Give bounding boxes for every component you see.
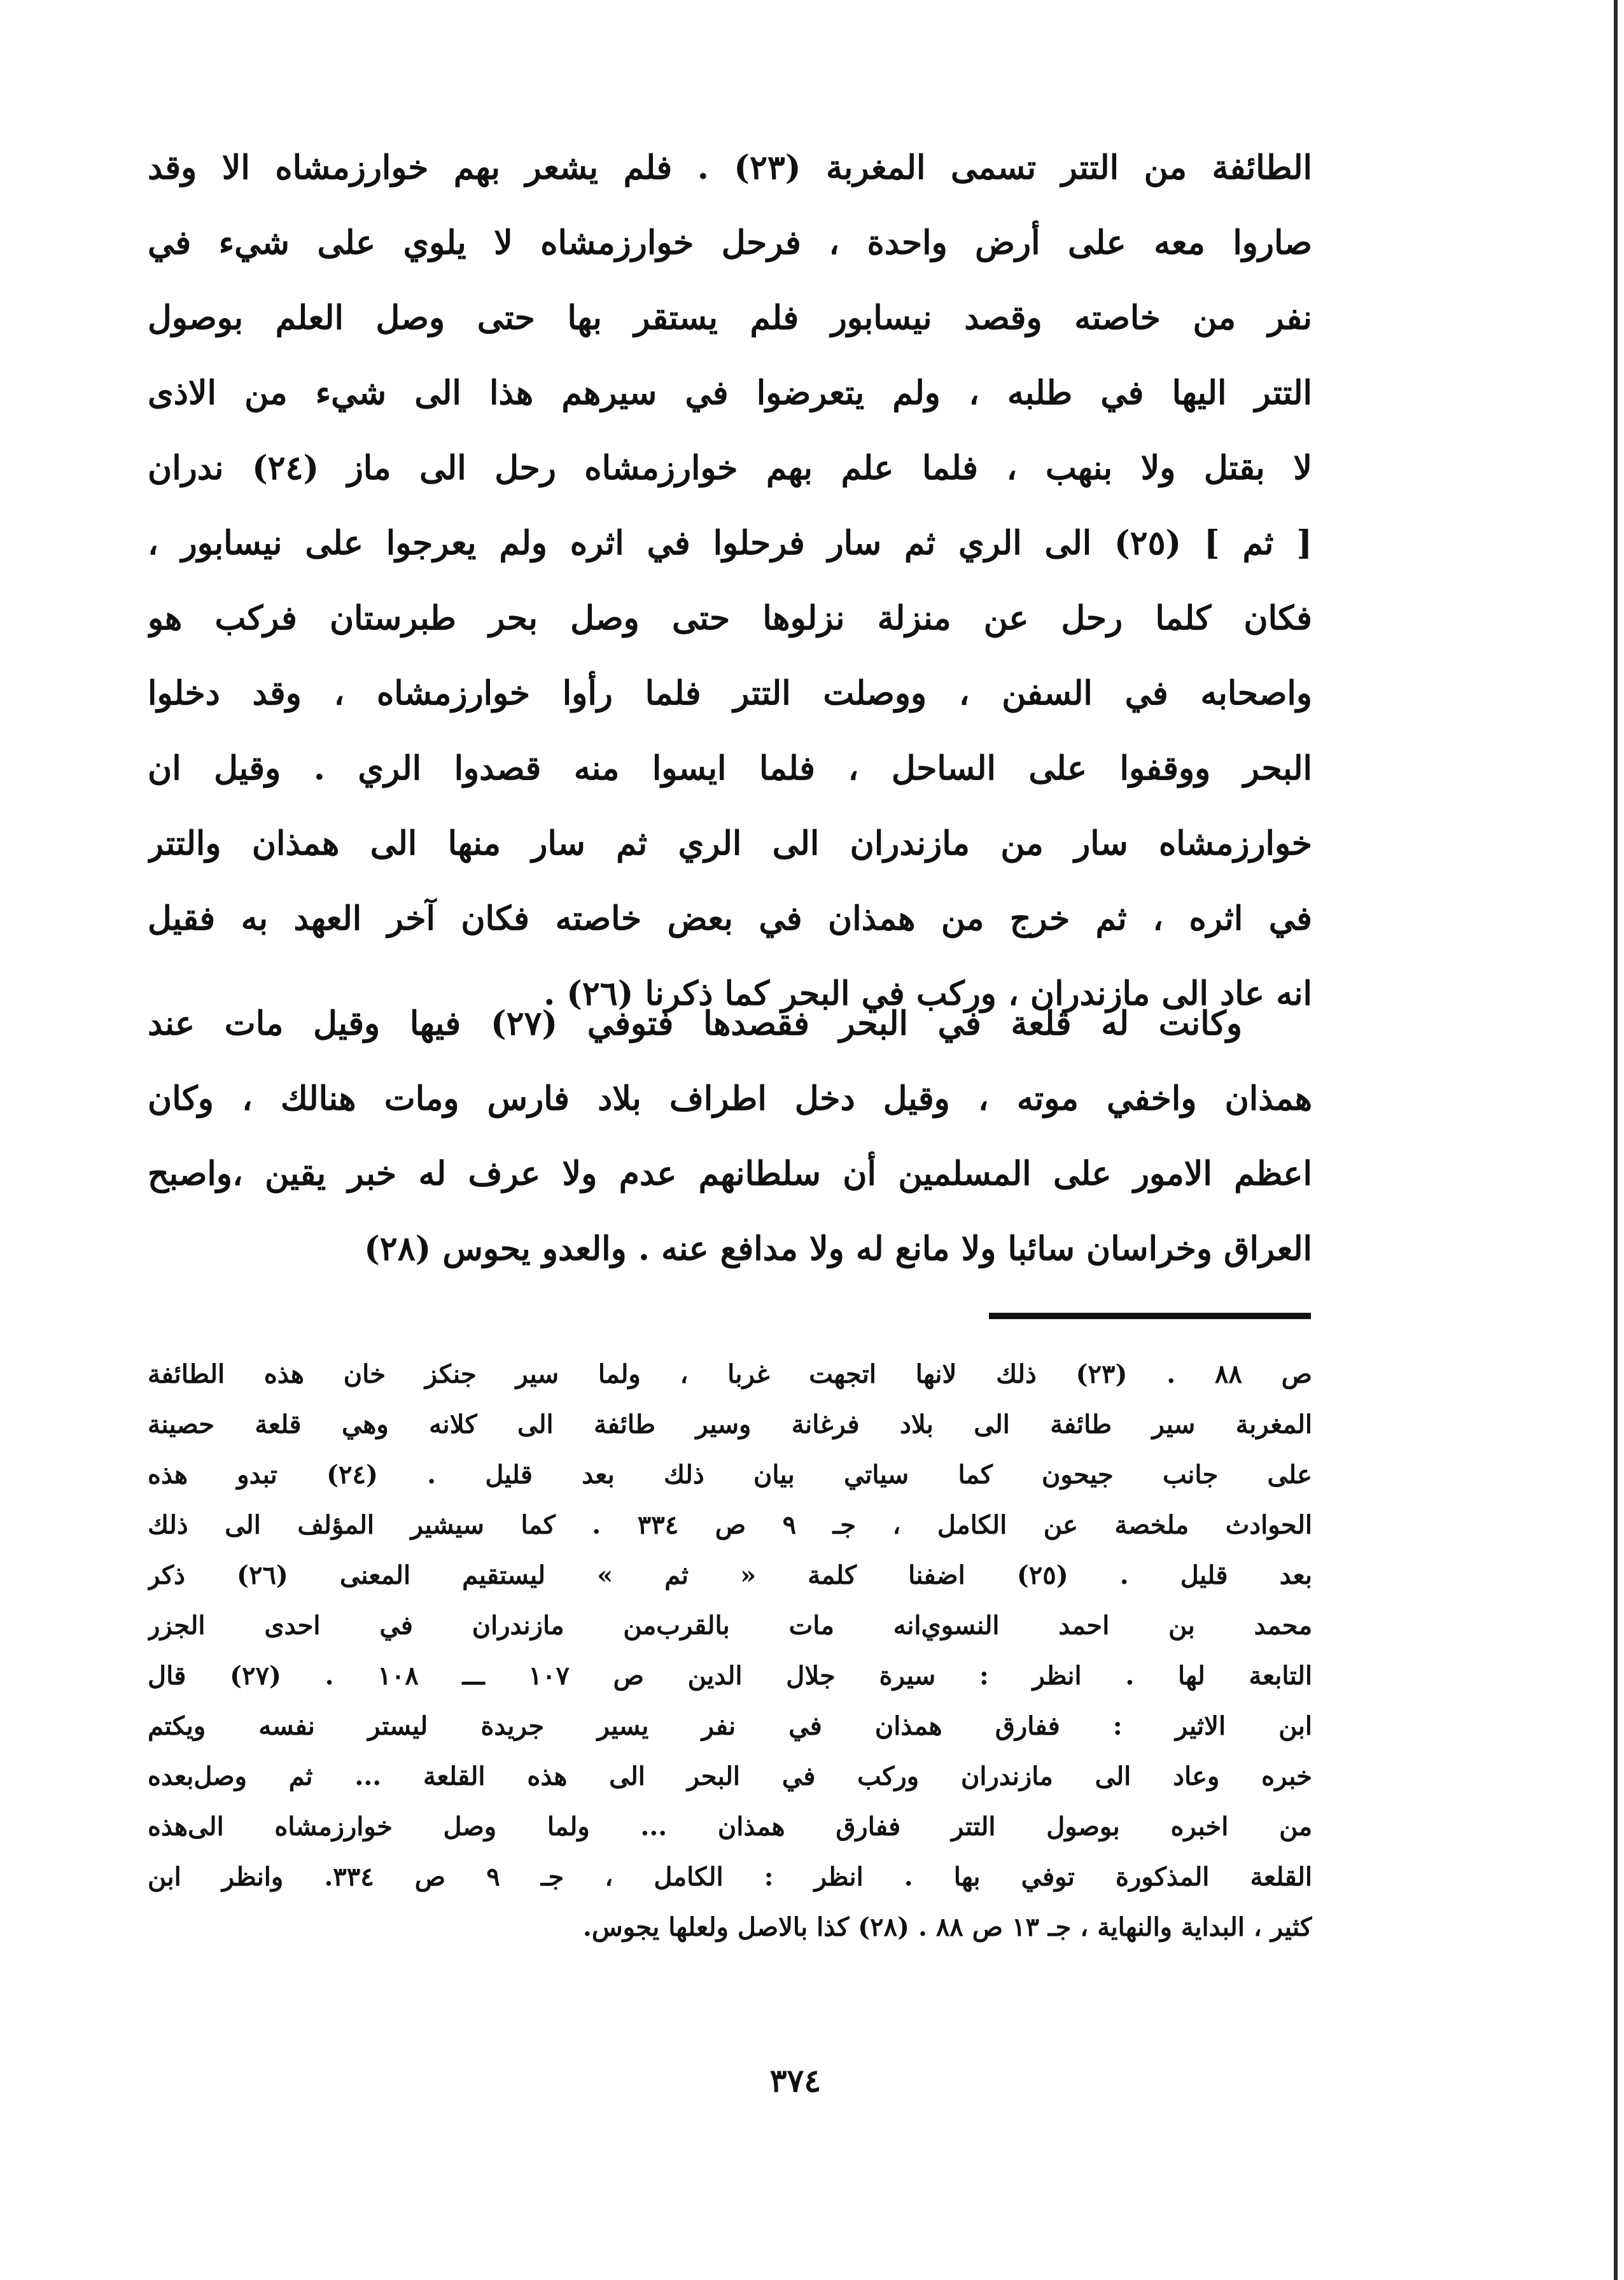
footnote-line: من اخبره بوصول التتر ففارق همذان ... ولما وصل خوارزمشاه الى‌هذه bbox=[148, 1812, 1312, 1842]
page-number: ٣٧٤ bbox=[769, 2062, 822, 2099]
footnote-separator bbox=[989, 1313, 1311, 1319]
footnotes bbox=[148, 1349, 1312, 1952]
footnote-line: بعد قليل . (٢٥) اضفنا كلمة « ثم » ليستقيم المعنى (٢٦) ذكر bbox=[148, 1560, 1312, 1590]
main-text-line: همذان واخفي موته ، وقيل دخل اطراف بلاد فارس ومات هنالك ، وكان bbox=[148, 1079, 1312, 1118]
main-text-line: وكانت له قلعة في البحر فقصدها فتوفي (٢٧) فيها وقيل مات عند bbox=[148, 1004, 1242, 1043]
main-text-line: اعظم الامور على المسلمين أن سلطانهم عدم ولا عرف له خبر يقين ،واصبح bbox=[148, 1154, 1312, 1193]
main-paragraph-1 bbox=[148, 130, 1312, 1032]
scan-edge-border bbox=[1614, 0, 1618, 2280]
footnote-line: التابعة لها . انظر : سيرة جلال الدين ص ١٠٧ ـــ ١٠٨ . (٢٧) قال bbox=[148, 1661, 1312, 1691]
main-text-line: واصحابه في السفن ، ووصلت التتر فلما رأوا خوارزمشاه ، وقد دخلوا bbox=[148, 674, 1312, 713]
main-text-line: التتر اليها في طلبه ، ولم يتعرضوا في سيرهم هذا الى شيء من الاذى bbox=[148, 374, 1312, 412]
footnote-line: خبره وعاد الى مازندران وركب في البحر الى هذه القلعة ... ثم وصل‌بعده bbox=[148, 1761, 1312, 1791]
main-text-line: فكان كلما رحل عن منزلة نزلوها حتى وصل بحر طبرستان فركب هو bbox=[148, 599, 1312, 638]
footnote-line: الحوادث ملخصة عن الكامل ، جـ ٩ ص ٣٣٤ . كما سيشير المؤلف الى ذلك bbox=[148, 1510, 1312, 1540]
main-paragraph-2 bbox=[148, 986, 1312, 1287]
main-text-line: [ ثم ] (٢٥) الى الري ثم سار فرحلوا في اثره ولم يعرجوا على نيسابور ، bbox=[148, 524, 1312, 563]
main-text-line: خوارزمشاه سار من مازندران الى الري ثم سار منها الى همذان والتتر bbox=[148, 824, 1312, 863]
footnote-line: محمد بن احمد النسوي‌انه مات بالقرب‌من مازندران في احدى الجزر bbox=[148, 1611, 1312, 1640]
main-text-line: انه عاد الى مازندران ، وركب في البحر كما ذكرنا (٢٦) . bbox=[543, 974, 1312, 1013]
main-text-line: في اثره ، ثم خرج من همذان في بعض خاصته فكان آخر العهد به فقيل bbox=[148, 899, 1312, 938]
footnote-line: على جانب جيحون كما سياتي بيان ذلك بعد قليل . (٢٤) تبدو هذه bbox=[148, 1460, 1312, 1490]
main-text-line: لا بقتل ولا بنهب ، فلما علم بهم خوارزمشاه رحل الى ماز (٢٤) ندران bbox=[148, 449, 1312, 487]
footnote-line: المغربة سير طائفة الى بلاد فرغانة وسير طائفة الى كلانه وهي قلعة حصينة bbox=[148, 1409, 1312, 1439]
footnote-line: ص ٨٨ . (٢٣) ذلك لانها اتجهت غربا ، ولما سير جنكز خان هذه الطائفة bbox=[148, 1359, 1312, 1389]
footnote-line: كثير ، البداية والنهاية ، جـ ١٣ ص ٨٨ . (٢٨) كذا بالاصل ولعلها يجوس. bbox=[582, 1912, 1312, 1942]
main-text-line: البحر ووقفوا على الساحل ، فلما ايسوا منه قصدوا الري . وقيل ان bbox=[148, 749, 1312, 788]
main-text-line: نفر من خاصته وقصد نيسابور فلم يستقر بها حتى وصل العلم بوصول bbox=[148, 298, 1312, 337]
main-text-line: العراق وخراسان سائبا ولا مانع له ولا مدافع عنه . والعدو يحوس (٢٨) bbox=[364, 1229, 1312, 1268]
footnote-line: ابن الاثير : ففارق همذان في نفر يسير جريدة ليستر نفسه ويكتم bbox=[148, 1711, 1312, 1741]
footnote-line: القلعة المذكورة توفي بها . انظر : الكامل ، جـ ٩ ص ٣٣٤. وانظر ابن bbox=[148, 1862, 1312, 1892]
main-text-line: الطائفة من التتر تسمى المغربة (٢٣) . فلم يشعر بهم خوارزمشاه الا وقد bbox=[148, 148, 1312, 187]
main-text-line: صاروا معه على أرض واحدة ، فرحل خوارزمشاه لا يلوي على شيء في bbox=[148, 223, 1312, 262]
